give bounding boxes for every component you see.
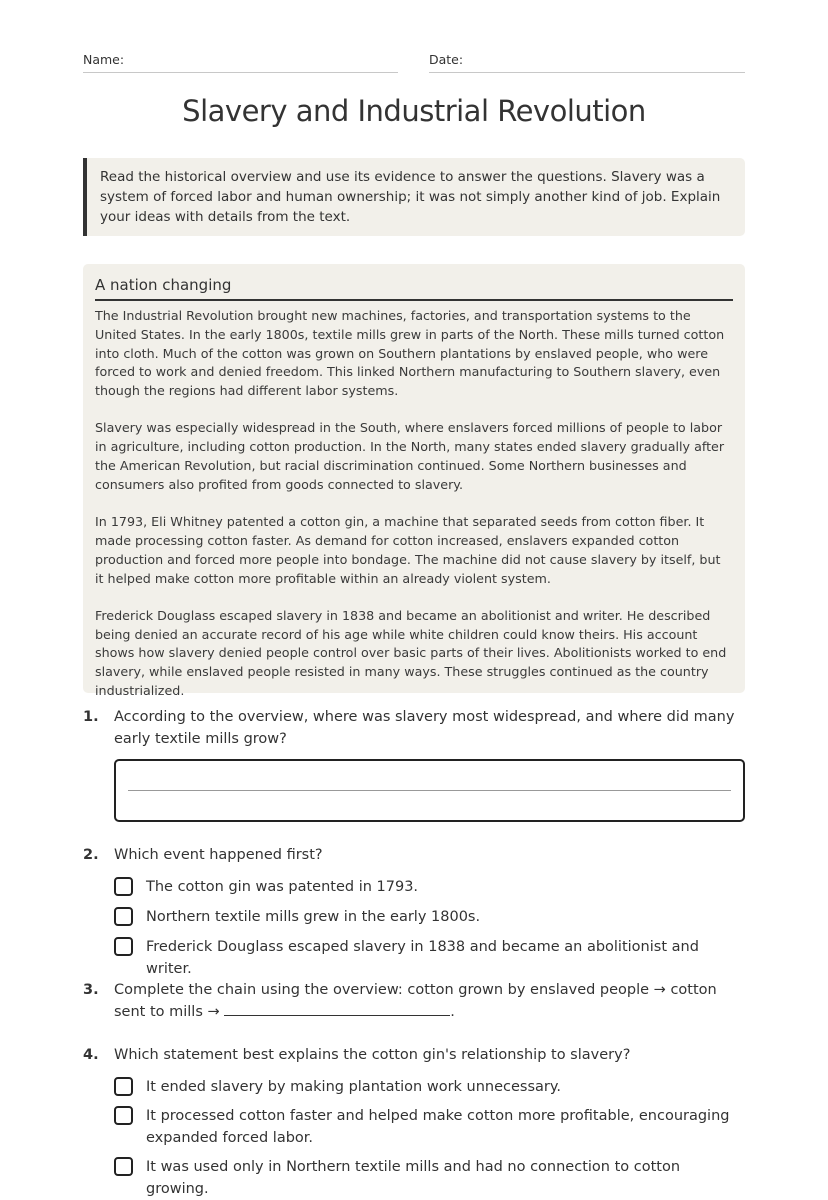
question-text [114,979,745,1023]
checkbox[interactable] [114,1077,133,1096]
question-number: 4. [83,1047,99,1063]
question-text: Which statement best explains the cotton gin's relationship to slavery? [114,1047,631,1063]
option-label: It ended slavery by making plantation work unnecessary. [146,1079,561,1095]
name-label: Name: [83,52,125,67]
checkbox[interactable] [114,877,133,896]
name-field[interactable] [83,52,398,73]
question-text-before: Complete the chain using the overview: cotton grown by enslaved people → cotton sent to mills → [114,982,717,1020]
question-text-after: . [450,1004,455,1020]
checkbox[interactable] [114,1106,133,1125]
question-number: 1. [83,709,99,725]
instructions-text: Read the historical overview and use its evidence to answer the questions. Slavery was a system of forced labor and human ownership; it was not simply another kind of job. Explain your ideas with details from the text. [100,169,721,225]
reading-paragraph: The Industrial Revolution brought new machines, factories, and transportation systems to the United States. In the early 1800s, textile mills grew in parts of the North. These mills turned cotton into cloth. Much of the cotton was grown on Southern plantations by enslaved people, who were forced to work and denied freedom. This linked Northern manufacturing to Southern slavery, even though the regions had different labor systems. [95,308,725,399]
option-label: It was used only in Northern textile mills and had no connection to cotton growing. [146,1159,681,1197]
reading-paragraph: Slavery was especially widespread in the South, where enslavers forced millions of people to labor in agriculture, including cotton production. In the North, many states ended slavery gradually after the American Revolution, but racial discrimination continued. Some Northern businesses and consumers also profited from goods connected to slavery. [95,420,725,492]
option-label: The cotton gin was patented in 1793. [146,879,419,895]
option-label: Frederick Douglass escaped slavery in 1838 and became an abolitionist and writer. [146,939,699,977]
instructions-box [83,158,745,236]
reading-heading: A nation changing [95,275,733,301]
reading-passage [83,264,745,699]
checkbox[interactable] [114,907,133,926]
checkbox[interactable] [114,1157,133,1176]
question-number: 3. [83,982,99,998]
option-label: Northern textile mills grew in the early 1800s. [146,909,481,925]
answer-line [128,790,731,791]
fill-in-blank[interactable] [224,1001,450,1016]
reading-paragraph: In 1793, Eli Whitney patented a cotton gin, a machine that separated seeds from cotton fiber. It made processing cotton faster. As demand for cotton increased, enslavers expanded cotton production and forced more people into bondage. The machine did not cause slavery by itself, but it helped make cotton more profitable within an already violent system. [95,514,721,586]
header-fields [83,52,745,74]
page-title: Slavery and Industrial Revolution [182,94,646,128]
question-text: According to the overview, where was slavery most widespread, and where did many early textile mills grow? [114,709,735,747]
option-label: It processed cotton faster and helped make cotton more profitable, encouraging expanded forced labor. [146,1108,730,1146]
checkbox[interactable] [114,937,133,956]
question-number: 2. [83,847,99,863]
question-text: Which event happened first? [114,847,323,863]
date-field[interactable] [429,52,745,73]
date-label: Date: [429,52,464,67]
reading-paragraph: Frederick Douglass escaped slavery in 1838 and became an abolitionist and writer. He described being denied an accurate record of his age while white children could know theirs. His account shows how slavery denied people control over basic parts of their lives. Abolitionists worked to end slavery, while enslaved people resisted in many ways. These struggles continued as the country industrialized. [95,607,727,699]
answer-box-1[interactable] [114,759,745,822]
